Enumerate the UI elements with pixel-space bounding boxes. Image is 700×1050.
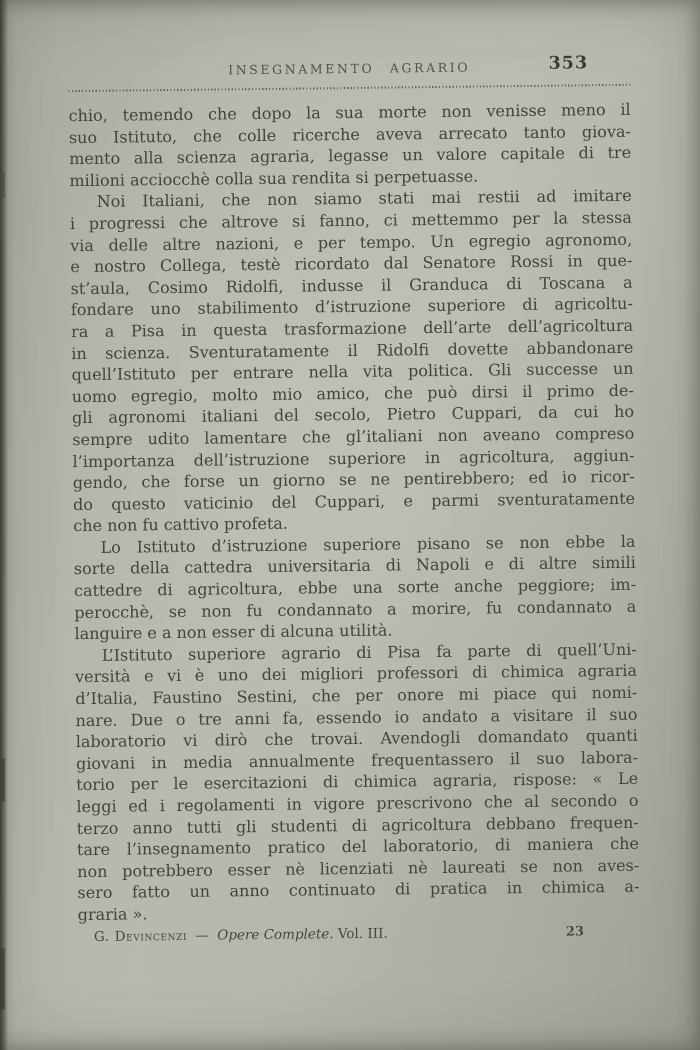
text-line: Noi Italiani, che non siamo stati mai restii ad imitare (96, 186, 632, 212)
page-content (68, 53, 640, 945)
text-line: gli agronomi italiani del secolo, Pietro Cuppari, da cui ho (71, 402, 635, 428)
text-line: versità e vi è uno dei migliori professori di chimica agraria (74, 661, 638, 687)
text-line: torio per le esercitazioni di chimica agraria, rispose: « Le (76, 769, 639, 795)
text-line: i progressi che altrove si fanno, ci mettemmo per la stessa (69, 207, 632, 234)
text-line: e nostro Collega, testè ricordato dal Senatore Rossi in que- (70, 250, 633, 277)
text-line: via delle altre nazioni, e per tempo. Un egregio agronomo, (70, 229, 633, 255)
dotted-rule (68, 84, 630, 92)
text-line: tare l’insegnamento pratico del laboratorio, di maniera che (76, 833, 640, 860)
text-line: nare. Due o tre anni fa, essendo io andato a visitare il suo (75, 704, 638, 730)
text-line: non potrebbero esser nè licenziati nè laureati se non aves- (77, 855, 640, 881)
text-line: quell’Istituto per entrare nella vita politica. Gli successe un (71, 358, 634, 385)
text-line: Lo Istituto d’istruzione superiore pisano se non ebbe la (100, 531, 636, 557)
text-line: st’aula, Cosimo Ridolfi, indusse il Granduca di Toscana a (70, 272, 633, 298)
signature-number: 23 (565, 923, 585, 940)
footer-work-title: Opere Complete. (217, 925, 334, 944)
running-title: INSEGNAMENTO AGRARIO (228, 59, 471, 78)
text-line: l’importanza dell’istruzione superiore in agricoltura, aggiun- (72, 445, 635, 471)
page-header (68, 53, 630, 83)
text-line: laboratorio vi dirò che trovai. Avendogli domandato quanti (75, 725, 638, 752)
text-line: L’Istituto superiore agrario di Pisa fa parte di quell’Uni- (101, 639, 637, 665)
text-line: suo Istituto, che colle ricerche aveva arrecato tanto giova- (68, 121, 631, 147)
text-line: leggi ed i regolamenti in vigore prescrivono che al secondo o (76, 790, 639, 817)
text-line: cattedre di agricoltura, ebbe una sorte anche peggiore; im- (73, 574, 637, 601)
edge-smudge (0, 948, 5, 1010)
binding-shadow (0, 0, 8, 1050)
page-number: 353 (548, 53, 589, 74)
text-line: sorte della cattedra universitaria di Napoli e di altre simili (73, 553, 636, 579)
paragraph (69, 99, 632, 192)
text-body (69, 99, 640, 926)
text-line: fondare uno stabilimento d’istruzione superiore di agricoltu- (70, 294, 633, 320)
text-line: gendo, che forse un giorno se ne pentirebbero; ed io ricor- (72, 466, 635, 493)
edge-smudge (2, 172, 5, 198)
text-line: graria ». (77, 904, 148, 925)
text-line: d’Italia, Faustino Sestini, che per onore mi piace qui nomi- (75, 682, 638, 709)
text-line: che non fu cattivo profeta. (73, 514, 289, 536)
page-footer (78, 922, 640, 944)
footer-author: G. Devincenzi (93, 927, 188, 945)
text-line: languire e a non esser di alcuna utilità. (74, 620, 393, 644)
text-line: perocchè, se non fu condannato a morire, fu condannato a (74, 596, 637, 622)
text-line: giovani in media annualmente frequentassero il suo labora- (75, 747, 639, 773)
text-line: in scienza. Sventuratamente il Ridolfi dovette abbandonare (71, 337, 634, 363)
footer-volume: Vol. III. (337, 925, 388, 942)
paragraph (70, 185, 636, 537)
text-line: ra a Pisa in questa trasformazione dell’arte dell’agricoltura (71, 315, 634, 342)
footer-dash: — (195, 927, 210, 944)
text-line: uomo egregio, molto mio amico, che può dirsi il primo de- (71, 380, 634, 406)
text-line: sempre udito lamentare che gl’italiani non aveano compreso (72, 423, 635, 450)
text-line: terzo anno tutti gli studenti di agricoltura debbano frequen- (76, 812, 639, 838)
text-line: milioni acciocchè colla sua rendita si perpetuasse. (69, 166, 479, 190)
text-line: do questo vaticinio del Cuppari, e parmi sventuratamente (72, 488, 636, 514)
edge-smudge (1, 758, 5, 802)
text-line: chio, temendo che dopo la sua morte non venisse meno il (68, 99, 631, 126)
paragraph (75, 639, 640, 926)
text-line: sero fatto un anno continuato di pratica in chimica a- (77, 877, 640, 903)
text-line: mento alla scienza agraria, legasse un valore capitale di tre (69, 142, 632, 169)
paragraph (73, 531, 636, 645)
